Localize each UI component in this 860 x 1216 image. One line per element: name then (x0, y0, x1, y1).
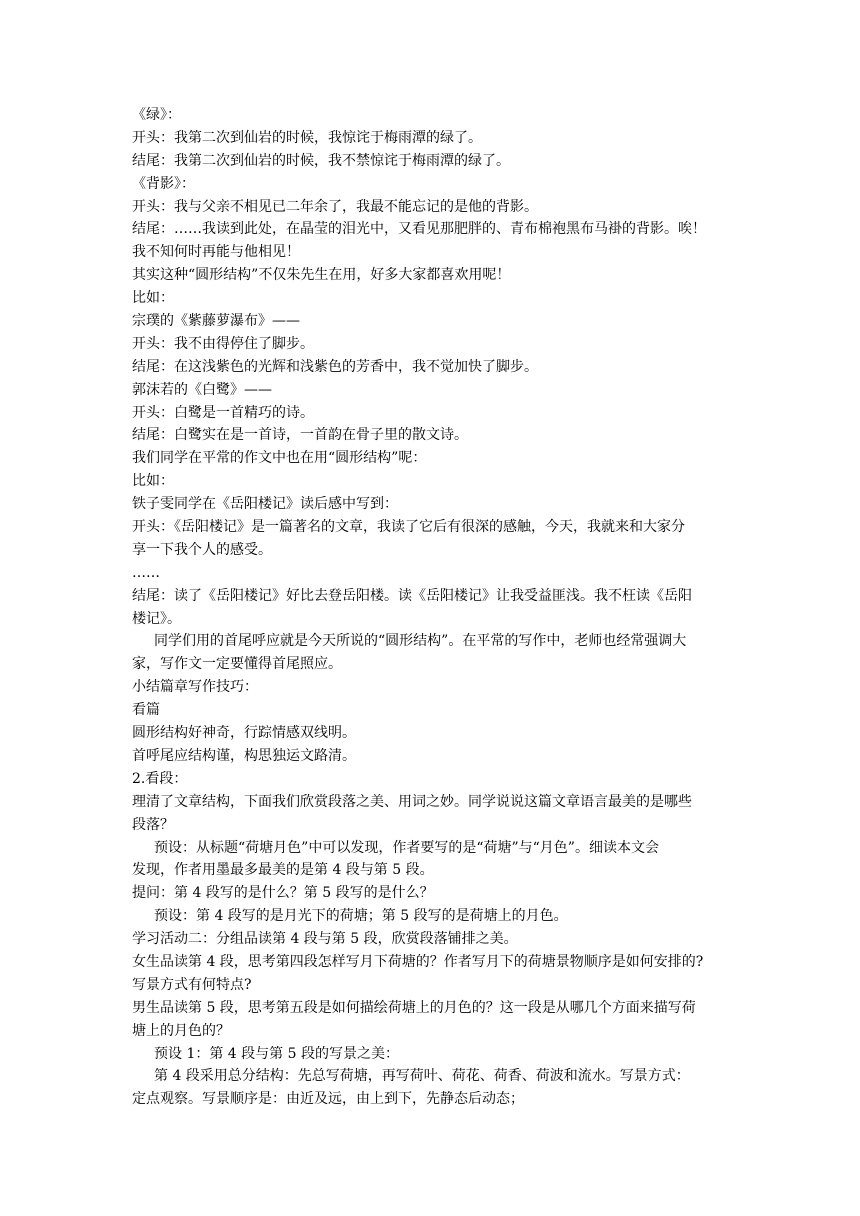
document-body (132, 104, 744, 1111)
text-line: 女生品读第 4 段，思考第四段怎样写月下荷塘的？作者写月下的荷塘景物顺序是如何安排的? (132, 953, 704, 970)
text-line: 我不知何时再能与他相见！ (132, 244, 300, 261)
text-line: 开头：我不由得停住了脚步。 (132, 335, 314, 352)
text-line: 发现，作者用墨最多最美的是第 4 段与第 5 段。 (132, 862, 434, 879)
text-line: 宗璞的《紫藤萝瀑布》—— (132, 313, 300, 330)
text-line: 首呼尾应结构谨，构思独运文路清。 (132, 747, 356, 764)
text-line: 定点观察。写景顺序是：由近及远，由上到下，先静态后动态； (132, 1091, 524, 1108)
text-line: 第 4 段采用总分结构：先总写荷塘，再写荷叶、荷花、荷香、荷波和流水。写景方式： (154, 1068, 690, 1085)
text-line: 理清了文章结构，下面我们欣赏段落之美、用词之妙。同学说说这篇文章语言最美的是哪些 (132, 793, 692, 810)
text-line: 《背影》： (132, 175, 195, 192)
text-line: …… (132, 564, 160, 581)
text-line: 结尾：读了《岳阳楼记》好比去登岳阳楼。读《岳阳楼记》让我受益匪浅。我不枉读《岳阳 (132, 587, 692, 604)
text-line: 小结篇章写作技巧： (132, 679, 258, 696)
text-line: 开头：《岳阳楼记》是一篇著名的文章，我读了它后有很深的感触，今天，我就来和大家分 (132, 519, 685, 536)
text-line: 提问：第 4 段写的是什么？第 5 段写的是什么？ (132, 885, 434, 902)
text-line: 比如： (132, 473, 174, 490)
text-line: 塘上的月色的？ (132, 1022, 230, 1039)
text-line: 结尾：白鹭实在是一首诗，一首韵在骨子里的散文诗。 (132, 427, 468, 444)
text-line: 开头：白鹭是一首精巧的诗。 (132, 404, 314, 421)
text-line: 预设 1：第 4 段与第 5 段的写景之美： (154, 1045, 399, 1062)
text-line: 家，写作文一定要懂得首尾照应。 (132, 656, 342, 673)
text-line: 结尾：我第二次到仙岩的时候，我不禁惊诧于梅雨潭的绿了。 (132, 152, 510, 169)
text-line: 段落？ (132, 816, 174, 833)
text-line: 预设：从标题“荷塘月色”中可以发现，作者要写的是“荷塘”与“月色”。细读本文会 (154, 839, 659, 856)
text-line: 其实这种“圆形结构”不仅朱先生在用，好多大家都喜欢用呢！ (132, 267, 511, 284)
text-line: 铁子雯同学在《岳阳楼记》读后感中写到： (132, 496, 398, 513)
text-line: 开头：我与父亲不相见已二年余了，我最不能忘记的是他的背影。 (132, 198, 538, 215)
text-line: 同学们用的首尾呼应就是今天所说的“圆形结构”。在平常的写作中，老师也经常强调大 (154, 633, 687, 650)
text-line: 结尾：在这浅紫色的光辉和浅紫色的芳香中，我不觉加快了脚步。 (132, 358, 538, 375)
text-line: 享一下我个人的感受。 (132, 541, 272, 558)
text-line: 男生品读第 5 段，思考第五段是如何描绘荷塘上的月色的？这一段是从哪几个方面来描写荷 (132, 999, 696, 1016)
text-line: 2.看段： (132, 770, 188, 787)
text-line: 《绿》： (132, 107, 181, 123)
text-line: 结尾：……我读到此处，在晶莹的泪光中，又看见那肥胖的、青布棉袍黑布马褂的背影。唉！ (132, 221, 706, 238)
text-line: 学习活动二：分组品读第 4 段与第 5 段，欣赏段落铺排之美。 (132, 931, 518, 948)
text-line: 开头：我第二次到仙岩的时候，我惊诧于梅雨潭的绿了。 (132, 129, 482, 146)
text-line: 圆形结构好神奇，行踪情感双线明。 (132, 725, 356, 742)
text-line: 我们同学在平常的作文中也在用“圆形结构”呢： (132, 450, 427, 467)
text-line: 楼记》。 (132, 610, 181, 627)
text-line: 看篇 (132, 702, 160, 719)
text-line: 比如： (132, 290, 174, 307)
text-line: 写景方式有何特点? (132, 976, 252, 993)
text-line: 郭沫若的《白鹭》—— (132, 381, 272, 398)
text-line: 预设：第 4 段写的是月光下的荷塘；第 5 段写的是荷塘上的月色。 (154, 908, 568, 925)
